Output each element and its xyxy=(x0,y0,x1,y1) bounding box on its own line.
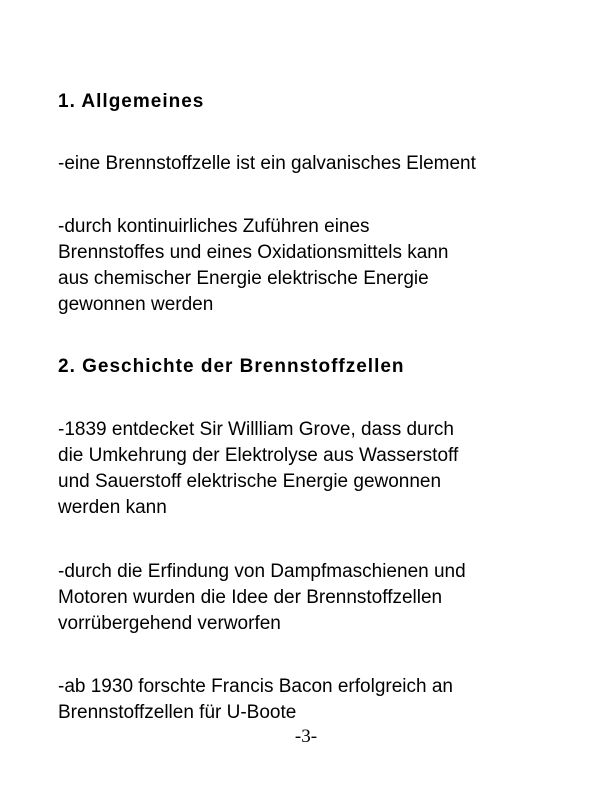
paragraph-continuous-supply: -durch kontinuirliches Zuführen eines Brennstoffes und eines Oxidationsmittels kann aus chemischer Energie elektrische Energie gewonnen werden xyxy=(58,216,449,315)
paragraph-grove-1839: -1839 entdecket Sir Willliam Grove, dass durch die Umkehrung der Elektrolyse aus Wasserstoff und Sauerstoff elektrische Energie gewonnen werden kann xyxy=(58,419,459,518)
paragraph-galvanic-element: -eine Brennstoffzelle ist ein galvanisches Element xyxy=(58,153,476,174)
page-number: -3- xyxy=(294,726,318,747)
section-heading-allgemeines: 1. Allgemeines xyxy=(58,91,205,112)
paragraph-steam-engines: -durch die Erfindung von Dampfmaschienen und Motoren wurden die Idee der Brennstoffzellen vorrübergehend verworfen xyxy=(58,561,466,634)
paragraph-bacon-1930: -ab 1930 forschte Francis Bacon erfolgreich an Brennstoffzellen für U-Boote xyxy=(58,676,453,723)
section-heading-geschichte: 2. Geschichte der Brennstoffzellen xyxy=(58,356,405,377)
